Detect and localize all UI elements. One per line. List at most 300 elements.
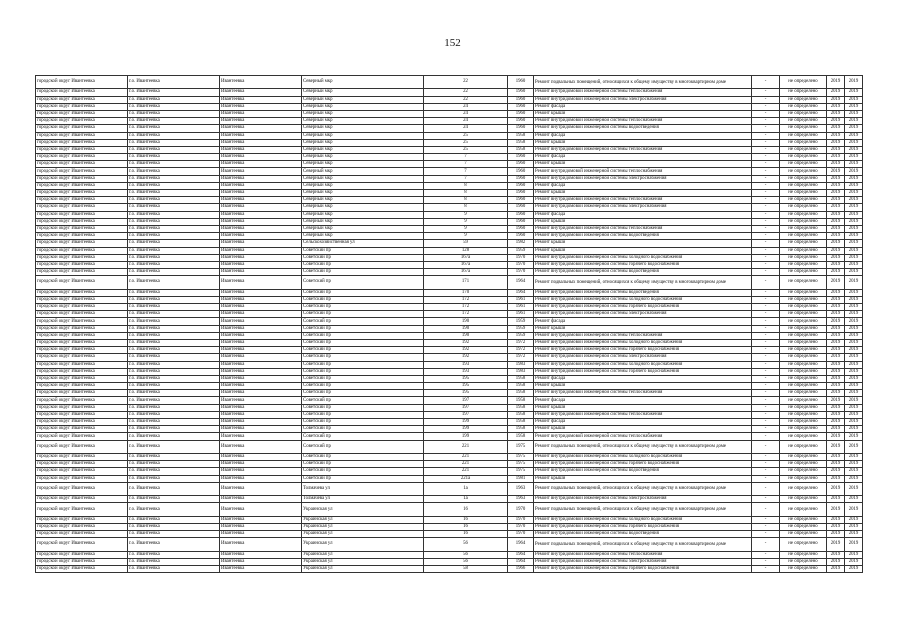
work-type-cell: Ремонт внутридомовой инженерной системы холодного водоснабжения bbox=[534, 361, 752, 368]
house-cell: 22 bbox=[424, 76, 508, 89]
table-row bbox=[36, 261, 863, 268]
city-cell: Ивантеевка bbox=[220, 538, 302, 551]
cost-cell: - bbox=[752, 440, 780, 453]
street-cell: Советский пр bbox=[302, 304, 424, 311]
street-cell: Советский пр bbox=[302, 468, 424, 475]
table-row bbox=[36, 383, 863, 390]
year-start-cell: 2019 bbox=[827, 461, 845, 468]
district-cell: г.о. Ивантеевка bbox=[128, 390, 220, 397]
year-cell: 1964 bbox=[508, 289, 534, 296]
municipality-cell: городской округ Ивантеевка bbox=[36, 276, 128, 289]
district-cell: г.о. Ивантеевка bbox=[128, 118, 220, 125]
year-start-cell: 2019 bbox=[827, 261, 845, 268]
city-cell: Ивантеевка bbox=[220, 276, 302, 289]
work-type-cell: Ремонт подвальных помещений, относящихся к общему имуществу в многоквартирном доме bbox=[534, 76, 752, 89]
deadline-cell: не определено bbox=[780, 404, 827, 411]
street-cell: Украинская ул bbox=[302, 523, 424, 530]
street-cell: Советский пр bbox=[302, 404, 424, 411]
district-cell: г.о. Ивантеевка bbox=[128, 254, 220, 261]
work-type-cell: Ремонт крыши bbox=[534, 325, 752, 332]
district-cell: г.о. Ивантеевка bbox=[128, 538, 220, 551]
city-cell: Ивантеевка bbox=[220, 482, 302, 495]
deadline-cell: не определено bbox=[780, 475, 827, 482]
district-cell: г.о. Ивантеевка bbox=[128, 197, 220, 204]
year-end-cell: 2019 bbox=[845, 146, 863, 153]
district-cell: г.о. Ивантеевка bbox=[128, 240, 220, 247]
deadline-cell: не определено bbox=[780, 225, 827, 232]
year-start-cell: 2019 bbox=[827, 289, 845, 296]
municipality-cell: городской округ Ивантеевка bbox=[36, 411, 128, 418]
year-cell: 1982 bbox=[508, 240, 534, 247]
city-cell: Ивантеевка bbox=[220, 175, 302, 182]
year-cell: 1975 bbox=[508, 453, 534, 460]
year-end-cell: 2019 bbox=[845, 566, 863, 573]
work-type-cell: Ремонт внутридомовой инженерной системы теплоснабжения bbox=[534, 390, 752, 397]
year-end-cell: 2019 bbox=[845, 361, 863, 368]
year-start-cell: 2019 bbox=[827, 89, 845, 96]
municipality-cell: городской округ Ивантеевка bbox=[36, 347, 128, 354]
deadline-cell: не определено bbox=[780, 354, 827, 361]
deadline-cell: не определено bbox=[780, 318, 827, 325]
house-cell: 24 bbox=[424, 125, 508, 132]
table-row bbox=[36, 375, 863, 382]
district-cell: г.о. Ивантеевка bbox=[128, 233, 220, 240]
cost-cell: - bbox=[752, 503, 780, 516]
street-cell: Украинская ул bbox=[302, 531, 424, 538]
work-type-cell: Ремонт внутридомовой инженерной системы теплоснабжения bbox=[534, 225, 752, 232]
house-cell: 167а bbox=[424, 254, 508, 261]
municipality-cell: городской округ Ивантеевка bbox=[36, 190, 128, 197]
table-row bbox=[36, 240, 863, 247]
street-cell: Толмачева ул bbox=[302, 482, 424, 495]
house-cell: 1а bbox=[424, 482, 508, 495]
municipality-cell: городской округ Ивантеевка bbox=[36, 76, 128, 89]
year-end-cell: 2019 bbox=[845, 426, 863, 433]
cost-cell: - bbox=[752, 523, 780, 530]
cost-cell: - bbox=[752, 531, 780, 538]
deadline-cell: не определено bbox=[780, 118, 827, 125]
house-cell: 25 bbox=[424, 139, 508, 146]
deadline-cell: не определено bbox=[780, 468, 827, 475]
cost-cell: - bbox=[752, 354, 780, 361]
work-type-cell: Ремонт фасада bbox=[534, 375, 752, 382]
house-cell: 167а bbox=[424, 261, 508, 268]
municipality-cell: городской округ Ивантеевка bbox=[36, 247, 128, 254]
year-end-cell: 2019 bbox=[845, 96, 863, 103]
city-cell: Ивантеевка bbox=[220, 551, 302, 558]
cost-cell: - bbox=[752, 453, 780, 460]
work-type-cell: Ремонт внутридомовой инженерной системы горячего водоснабжения bbox=[534, 461, 752, 468]
municipality-cell: городской округ Ивантеевка bbox=[36, 461, 128, 468]
city-cell: Ивантеевка bbox=[220, 225, 302, 232]
street-cell: Украинская ул bbox=[302, 558, 424, 565]
table-row bbox=[36, 218, 863, 225]
work-type-cell: Ремонт внутридомовой инженерной системы водоотведения bbox=[534, 233, 752, 240]
district-cell: г.о. Ивантеевка bbox=[128, 468, 220, 475]
table-row bbox=[36, 110, 863, 117]
year-cell: 1958 bbox=[508, 132, 534, 139]
year-end-cell: 2019 bbox=[845, 496, 863, 503]
deadline-cell: не определено bbox=[780, 125, 827, 132]
year-start-cell: 2019 bbox=[827, 139, 845, 146]
year-cell: 1972 bbox=[508, 347, 534, 354]
cost-cell: - bbox=[752, 289, 780, 296]
table-row bbox=[36, 523, 863, 530]
year-end-cell: 2019 bbox=[845, 383, 863, 390]
year-cell: 1960 bbox=[508, 125, 534, 132]
deadline-cell: не определено bbox=[780, 182, 827, 189]
year-end-cell: 2019 bbox=[845, 440, 863, 453]
district-cell: г.о. Ивантеевка bbox=[128, 204, 220, 211]
municipality-cell: городской округ Ивантеевка bbox=[36, 368, 128, 375]
year-start-cell: 2019 bbox=[827, 168, 845, 175]
city-cell: Ивантеевка bbox=[220, 118, 302, 125]
year-cell: 1960 bbox=[508, 76, 534, 89]
table-row bbox=[36, 247, 863, 254]
work-type-cell: Ремонт крыши bbox=[534, 190, 752, 197]
table-row bbox=[36, 154, 863, 161]
year-start-cell: 2019 bbox=[827, 225, 845, 232]
cost-cell: - bbox=[752, 426, 780, 433]
street-cell: Советский пр bbox=[302, 383, 424, 390]
year-start-cell: 2019 bbox=[827, 516, 845, 523]
deadline-cell: не определено bbox=[780, 538, 827, 551]
work-type-cell: Ремонт внутридомовой инженерной системы электроснабжения bbox=[534, 175, 752, 182]
year-end-cell: 2019 bbox=[845, 516, 863, 523]
city-cell: Ивантеевка bbox=[220, 318, 302, 325]
municipality-cell: городской округ Ивантеевка bbox=[36, 218, 128, 225]
table-row bbox=[36, 175, 863, 182]
city-cell: Ивантеевка bbox=[220, 361, 302, 368]
house-cell: 199 bbox=[424, 426, 508, 433]
house-cell: 197 bbox=[424, 404, 508, 411]
work-type-cell: Ремонт подвальных помещений, относящихся к общему имуществу в многоквартирном доме bbox=[534, 503, 752, 516]
work-type-cell: Ремонт внутридомовой инженерной системы теплоснабжения bbox=[534, 197, 752, 204]
year-start-cell: 2019 bbox=[827, 440, 845, 453]
house-cell: 195 bbox=[424, 383, 508, 390]
house-cell: 221 bbox=[424, 468, 508, 475]
work-type-cell: Ремонт фасада bbox=[534, 103, 752, 110]
year-start-cell: 2019 bbox=[827, 523, 845, 530]
work-type-cell: Ремонт фасада bbox=[534, 211, 752, 218]
city-cell: Ивантеевка bbox=[220, 566, 302, 573]
table-row bbox=[36, 325, 863, 332]
district-cell: г.о. Ивантеевка bbox=[128, 383, 220, 390]
district-cell: г.о. Ивантеевка bbox=[128, 311, 220, 318]
work-type-cell: Ремонт внутридомовой инженерной системы холодного водоснабжения bbox=[534, 254, 752, 261]
cost-cell: - bbox=[752, 89, 780, 96]
city-cell: Ивантеевка bbox=[220, 419, 302, 426]
deadline-cell: не определено bbox=[780, 89, 827, 96]
house-cell: 8 bbox=[424, 182, 508, 189]
street-cell: Советский пр bbox=[302, 269, 424, 276]
street-cell: Советский пр bbox=[302, 247, 424, 254]
cost-cell: - bbox=[752, 139, 780, 146]
cost-cell: - bbox=[752, 482, 780, 495]
street-cell: Северный мкр bbox=[302, 154, 424, 161]
cost-cell: - bbox=[752, 197, 780, 204]
street-cell: Советский пр bbox=[302, 426, 424, 433]
house-cell: 24 bbox=[424, 118, 508, 125]
municipality-cell: городской округ Ивантеевка bbox=[36, 103, 128, 110]
district-cell: г.о. Ивантеевка bbox=[128, 168, 220, 175]
deadline-cell: не определено bbox=[780, 76, 827, 89]
deadline-cell: не определено bbox=[780, 247, 827, 254]
municipality-cell: городской округ Ивантеевка bbox=[36, 325, 128, 332]
district-cell: г.о. Ивантеевка bbox=[128, 558, 220, 565]
municipality-cell: городской округ Ивантеевка bbox=[36, 197, 128, 204]
table-row bbox=[36, 566, 863, 573]
municipality-cell: городской округ Ивантеевка bbox=[36, 311, 128, 318]
year-start-cell: 2019 bbox=[827, 426, 845, 433]
year-cell: 1959 bbox=[508, 332, 534, 339]
house-cell: 199 bbox=[424, 433, 508, 440]
cost-cell: - bbox=[752, 296, 780, 303]
house-cell: 221 bbox=[424, 461, 508, 468]
year-end-cell: 2019 bbox=[845, 531, 863, 538]
city-cell: Ивантеевка bbox=[220, 110, 302, 117]
cost-cell: - bbox=[752, 218, 780, 225]
city-cell: Ивантеевка bbox=[220, 289, 302, 296]
table-row bbox=[36, 361, 863, 368]
house-cell: 16 bbox=[424, 531, 508, 538]
deadline-cell: не определено bbox=[780, 516, 827, 523]
house-cell: 221 bbox=[424, 453, 508, 460]
table-row bbox=[36, 496, 863, 503]
house-cell: 7 bbox=[424, 161, 508, 168]
year-start-cell: 2019 bbox=[827, 354, 845, 361]
district-cell: г.о. Ивантеевка bbox=[128, 475, 220, 482]
city-cell: Ивантеевка bbox=[220, 89, 302, 96]
year-end-cell: 2019 bbox=[845, 339, 863, 346]
district-cell: г.о. Ивантеевка bbox=[128, 89, 220, 96]
year-end-cell: 2019 bbox=[845, 269, 863, 276]
year-cell: 1970 bbox=[508, 254, 534, 261]
year-cell: 1964 bbox=[508, 551, 534, 558]
municipality-cell: городской округ Ивантеевка bbox=[36, 523, 128, 530]
street-cell: Советский пр bbox=[302, 354, 424, 361]
city-cell: Ивантеевка bbox=[220, 461, 302, 468]
house-cell: 9 bbox=[424, 225, 508, 232]
street-cell: Советский пр bbox=[302, 311, 424, 318]
street-cell: Северный мкр bbox=[302, 118, 424, 125]
table-row bbox=[36, 161, 863, 168]
work-type-cell: Ремонт внутридомовой инженерной системы электроснабжения bbox=[534, 204, 752, 211]
work-type-cell: Ремонт внутридомовой инженерной системы водоотведения bbox=[534, 289, 752, 296]
work-type-cell: Ремонт внутридомовой инженерной системы холодного водоснабжения bbox=[534, 339, 752, 346]
cost-cell: - bbox=[752, 146, 780, 153]
city-cell: Ивантеевка bbox=[220, 516, 302, 523]
city-cell: Ивантеевка bbox=[220, 76, 302, 89]
table-row bbox=[36, 118, 863, 125]
district-cell: г.о. Ивантеевка bbox=[128, 433, 220, 440]
municipality-cell: городской округ Ивантеевка bbox=[36, 332, 128, 339]
house-cell: 7 bbox=[424, 154, 508, 161]
district-cell: г.о. Ивантеевка bbox=[128, 339, 220, 346]
work-type-cell: Ремонт внутридомовой инженерной системы водоотведения bbox=[534, 269, 752, 276]
work-type-cell: Ремонт внутридомовой инженерной системы электроснабжения bbox=[534, 96, 752, 103]
city-cell: Ивантеевка bbox=[220, 375, 302, 382]
municipality-cell: городской округ Ивантеевка bbox=[36, 419, 128, 426]
year-cell: 1960 bbox=[508, 118, 534, 125]
year-end-cell: 2019 bbox=[845, 375, 863, 382]
street-cell: Советский пр bbox=[302, 411, 424, 418]
work-type-cell: Ремонт внутридомовой инженерной системы горячего водоснабжения bbox=[534, 566, 752, 573]
year-end-cell: 2019 bbox=[845, 368, 863, 375]
work-type-cell: Ремонт внутридомовой инженерной системы теплоснабжения bbox=[534, 411, 752, 418]
year-start-cell: 2019 bbox=[827, 182, 845, 189]
street-cell: Северный мкр bbox=[302, 96, 424, 103]
city-cell: Ивантеевка bbox=[220, 161, 302, 168]
deadline-cell: не определено bbox=[780, 332, 827, 339]
year-cell: 1958 bbox=[508, 397, 534, 404]
year-start-cell: 2019 bbox=[827, 531, 845, 538]
year-end-cell: 2019 bbox=[845, 211, 863, 218]
year-cell: 1960 bbox=[508, 168, 534, 175]
year-end-cell: 2019 bbox=[845, 461, 863, 468]
municipality-cell: городской округ Ивантеевка bbox=[36, 96, 128, 103]
house-cell: 8 bbox=[424, 190, 508, 197]
district-cell: г.о. Ивантеевка bbox=[128, 440, 220, 453]
house-cell: 7 bbox=[424, 168, 508, 175]
house-cell: 190 bbox=[424, 318, 508, 325]
table-row bbox=[36, 76, 863, 89]
year-start-cell: 2019 bbox=[827, 368, 845, 375]
year-start-cell: 2019 bbox=[827, 304, 845, 311]
house-cell: 56 bbox=[424, 538, 508, 551]
year-start-cell: 2019 bbox=[827, 496, 845, 503]
cost-cell: - bbox=[752, 390, 780, 397]
year-cell: 1960 bbox=[508, 96, 534, 103]
year-start-cell: 2019 bbox=[827, 482, 845, 495]
city-cell: Ивантеевка bbox=[220, 154, 302, 161]
deadline-cell: не определено bbox=[780, 296, 827, 303]
year-start-cell: 2019 bbox=[827, 146, 845, 153]
street-cell: Северный мкр bbox=[302, 76, 424, 89]
year-cell: 1958 bbox=[508, 146, 534, 153]
city-cell: Ивантеевка bbox=[220, 332, 302, 339]
cost-cell: - bbox=[752, 332, 780, 339]
cost-cell: - bbox=[752, 433, 780, 440]
district-cell: г.о. Ивантеевка bbox=[128, 566, 220, 573]
municipality-cell: городской округ Ивантеевка bbox=[36, 496, 128, 503]
year-cell: 1960 bbox=[508, 154, 534, 161]
year-cell: 1963 bbox=[508, 496, 534, 503]
city-cell: Ивантеевка bbox=[220, 146, 302, 153]
municipality-cell: городской округ Ивантеевка bbox=[36, 318, 128, 325]
house-cell: 221 bbox=[424, 440, 508, 453]
cost-cell: - bbox=[752, 397, 780, 404]
house-cell: 24 bbox=[424, 110, 508, 117]
year-end-cell: 2019 bbox=[845, 175, 863, 182]
municipality-cell: городской округ Ивантеевка bbox=[36, 397, 128, 404]
year-end-cell: 2019 bbox=[845, 523, 863, 530]
year-end-cell: 2019 bbox=[845, 261, 863, 268]
table-row bbox=[36, 89, 863, 96]
year-start-cell: 2019 bbox=[827, 383, 845, 390]
year-end-cell: 2019 bbox=[845, 154, 863, 161]
house-cell: 59 bbox=[424, 240, 508, 247]
table-row bbox=[36, 96, 863, 103]
district-cell: г.о. Ивантеевка bbox=[128, 318, 220, 325]
street-cell: Северный мкр bbox=[302, 204, 424, 211]
deadline-cell: не определено bbox=[780, 551, 827, 558]
year-cell: 1960 bbox=[508, 211, 534, 218]
municipality-cell: городской округ Ивантеевка bbox=[36, 175, 128, 182]
house-cell: 172 bbox=[424, 296, 508, 303]
deadline-cell: не определено bbox=[780, 146, 827, 153]
district-cell: г.о. Ивантеевка bbox=[128, 404, 220, 411]
district-cell: г.о. Ивантеевка bbox=[128, 325, 220, 332]
cost-cell: - bbox=[752, 125, 780, 132]
year-cell: 1972 bbox=[508, 354, 534, 361]
deadline-cell: не определено bbox=[780, 254, 827, 261]
year-cell: 1964 bbox=[508, 538, 534, 551]
district-cell: г.о. Ивантеевка bbox=[128, 182, 220, 189]
work-type-cell: Ремонт фасада bbox=[534, 132, 752, 139]
house-cell: 9 bbox=[424, 218, 508, 225]
work-type-cell: Ремонт внутридомовой инженерной системы теплоснабжения bbox=[534, 118, 752, 125]
district-cell: г.о. Ивантеевка bbox=[128, 289, 220, 296]
house-cell: 192 bbox=[424, 354, 508, 361]
table-row bbox=[36, 190, 863, 197]
municipality-cell: городской округ Ивантеевка bbox=[36, 551, 128, 558]
street-cell: Советский пр bbox=[302, 433, 424, 440]
year-cell: 1959 bbox=[508, 318, 534, 325]
city-cell: Ивантеевка bbox=[220, 354, 302, 361]
city-cell: Ивантеевка bbox=[220, 247, 302, 254]
municipality-cell: городской округ Ивантеевка bbox=[36, 296, 128, 303]
table-row bbox=[36, 503, 863, 516]
municipality-cell: городской округ Ивантеевка bbox=[36, 118, 128, 125]
year-cell: 1960 bbox=[508, 190, 534, 197]
year-start-cell: 2019 bbox=[827, 390, 845, 397]
year-start-cell: 2019 bbox=[827, 175, 845, 182]
year-cell: 1960 bbox=[508, 89, 534, 96]
street-cell: Северный мкр bbox=[302, 89, 424, 96]
district-cell: г.о. Ивантеевка bbox=[128, 261, 220, 268]
year-start-cell: 2019 bbox=[827, 475, 845, 482]
year-start-cell: 2019 bbox=[827, 318, 845, 325]
house-cell: 172 bbox=[424, 311, 508, 318]
year-start-cell: 2019 bbox=[827, 433, 845, 440]
work-type-cell: Ремонт внутридомовой инженерной системы холодного водоснабжения bbox=[534, 516, 752, 523]
year-start-cell: 2019 bbox=[827, 125, 845, 132]
year-start-cell: 2019 bbox=[827, 110, 845, 117]
deadline-cell: не определено bbox=[780, 390, 827, 397]
district-cell: г.о. Ивантеевка bbox=[128, 426, 220, 433]
work-type-cell: Ремонт внутридомовой инженерной системы теплоснабжения bbox=[534, 89, 752, 96]
district-cell: г.о. Ивантеевка bbox=[128, 296, 220, 303]
house-cell: 7 bbox=[424, 175, 508, 182]
work-type-cell: Ремонт внутридомовой инженерной системы теплоснабжения bbox=[534, 146, 752, 153]
year-cell: 1961 bbox=[508, 311, 534, 318]
municipality-cell: городской округ Ивантеевка bbox=[36, 383, 128, 390]
year-start-cell: 2019 bbox=[827, 347, 845, 354]
street-cell: Северный мкр bbox=[302, 197, 424, 204]
cost-cell: - bbox=[752, 211, 780, 218]
work-type-cell: Ремонт фасада bbox=[534, 419, 752, 426]
district-cell: г.о. Ивантеевка bbox=[128, 225, 220, 232]
year-cell: 1960 bbox=[508, 110, 534, 117]
year-cell: 1958 bbox=[508, 404, 534, 411]
year-start-cell: 2019 bbox=[827, 233, 845, 240]
cost-cell: - bbox=[752, 551, 780, 558]
district-cell: г.о. Ивантеевка bbox=[128, 211, 220, 218]
year-cell: 1958 bbox=[508, 433, 534, 440]
municipality-cell: городской округ Ивантеевка bbox=[36, 404, 128, 411]
city-cell: Ивантеевка bbox=[220, 190, 302, 197]
